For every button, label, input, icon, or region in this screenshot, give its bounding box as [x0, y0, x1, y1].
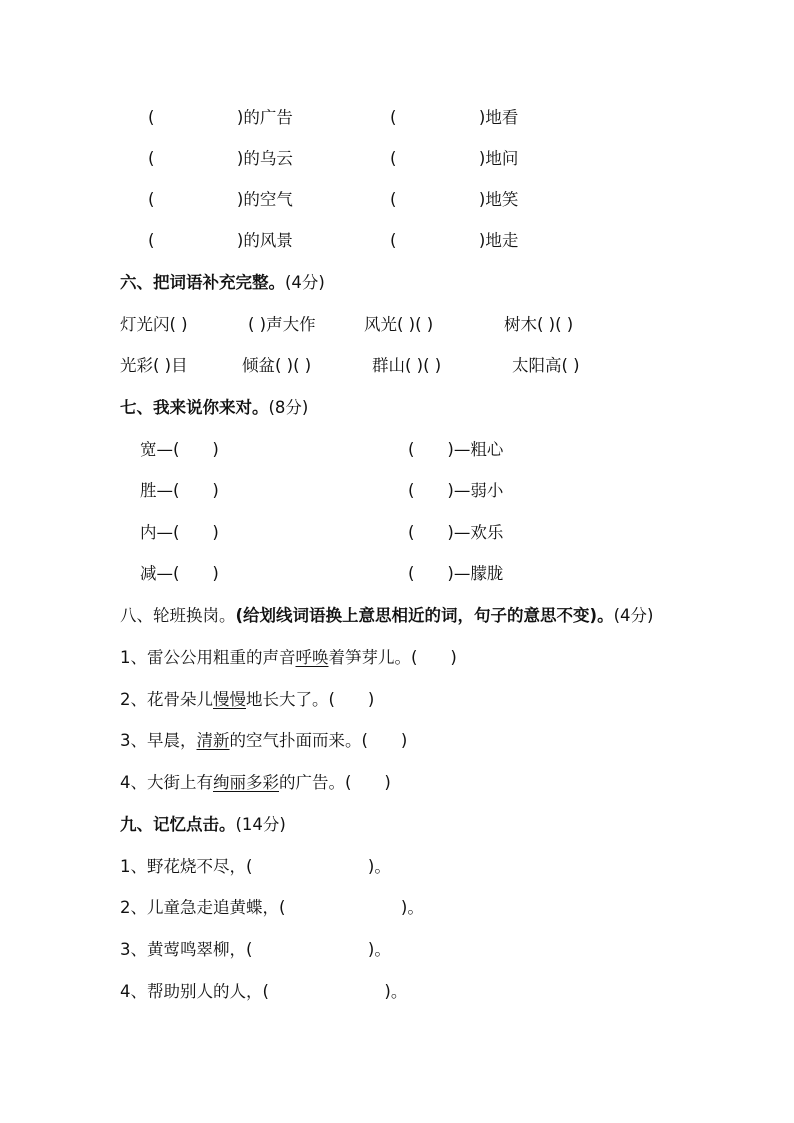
section6-title: 六、把词语补充完整。	[120, 273, 285, 292]
s8-sentence	[120, 690, 374, 710]
s6-item: 倾盆( )( )	[242, 356, 312, 375]
section7-score: (8分)	[268, 398, 309, 417]
section8-score: (4分)	[613, 606, 654, 625]
s9-item: 2、儿童急走追黄蝶，( )。	[120, 898, 424, 917]
section7-title: 七、我来说你来对。	[120, 398, 269, 417]
s8-underlined-word: 清新	[196, 731, 230, 750]
section7-heading	[120, 398, 308, 418]
s7-right-item: ( )—弱小	[408, 481, 504, 500]
s8-text: 地长大了。( )	[246, 690, 375, 709]
section6-score: (4分)	[285, 273, 325, 292]
s8-text: 4、大街上有	[120, 773, 213, 792]
s8-text: 3、早晨，	[120, 731, 197, 750]
s8-sentence	[120, 648, 457, 668]
s7-right-item: ( )—欢乐	[408, 523, 504, 542]
s6-item: 树木( )( )	[504, 315, 574, 334]
s5-right-item: ( )地看	[390, 108, 519, 127]
s9-item: 1、野花烧不尽，( )。	[120, 857, 391, 876]
s8-text: 2、花骨朵儿	[120, 690, 213, 709]
section9-title: 九、记忆点击。	[120, 815, 236, 834]
section9-score: (14分)	[235, 815, 286, 834]
s8-sentence	[120, 773, 391, 793]
section8-heading	[120, 606, 653, 626]
s8-text: 的广告。( )	[279, 773, 391, 792]
section6-heading	[120, 273, 325, 293]
s7-right-item: ( )—粗心	[408, 440, 504, 459]
s7-left-item: 胜—( )	[140, 481, 219, 500]
s8-underlined-word: 绚丽多彩	[213, 773, 279, 792]
s8-text: 1、雷公公用粗重的声音	[120, 648, 296, 667]
section8-note: (给划线词语换上意思相近的词，句子的意思不变)。	[235, 606, 614, 625]
s5-left-item: ( )的广告	[148, 108, 293, 127]
s6-item: 灯光闪( )	[120, 315, 188, 334]
s5-right-item: ( )地问	[390, 149, 519, 168]
s6-item: ( )声大作	[248, 315, 316, 334]
s7-left-item: 内—( )	[140, 523, 219, 542]
section9-heading	[120, 815, 286, 835]
s8-sentence	[120, 731, 407, 751]
s8-text: 着笋芽儿。( )	[328, 648, 457, 667]
s8-underlined-word: 呼唤	[295, 648, 329, 667]
s5-right-item: ( )地走	[390, 231, 519, 250]
s6-item: 太阳高( )	[512, 356, 580, 375]
s5-right-item: ( )地笑	[390, 190, 519, 209]
s5-left-item: ( )的空气	[148, 190, 293, 209]
s6-item: 光彩( )目	[120, 356, 188, 375]
s8-text: 的空气扑面而来。( )	[229, 731, 408, 750]
s7-left-item: 宽—( )	[140, 440, 219, 459]
s9-item: 4、帮助别人的人，( )。	[120, 982, 408, 1001]
s9-item: 3、黄莺鸣翠柳，( )。	[120, 940, 391, 959]
s6-item: 风光( )( )	[364, 315, 434, 334]
s5-left-item: ( )的风景	[148, 231, 293, 250]
s7-right-item: ( )—朦胧	[408, 564, 504, 583]
s5-left-item: ( )的乌云	[148, 149, 293, 168]
s8-underlined-word: 慢慢	[213, 690, 246, 709]
s6-item: 群山( )( )	[372, 356, 442, 375]
section8-title: 八、轮班换岗。	[120, 606, 236, 625]
s7-left-item: 减—( )	[140, 564, 219, 583]
